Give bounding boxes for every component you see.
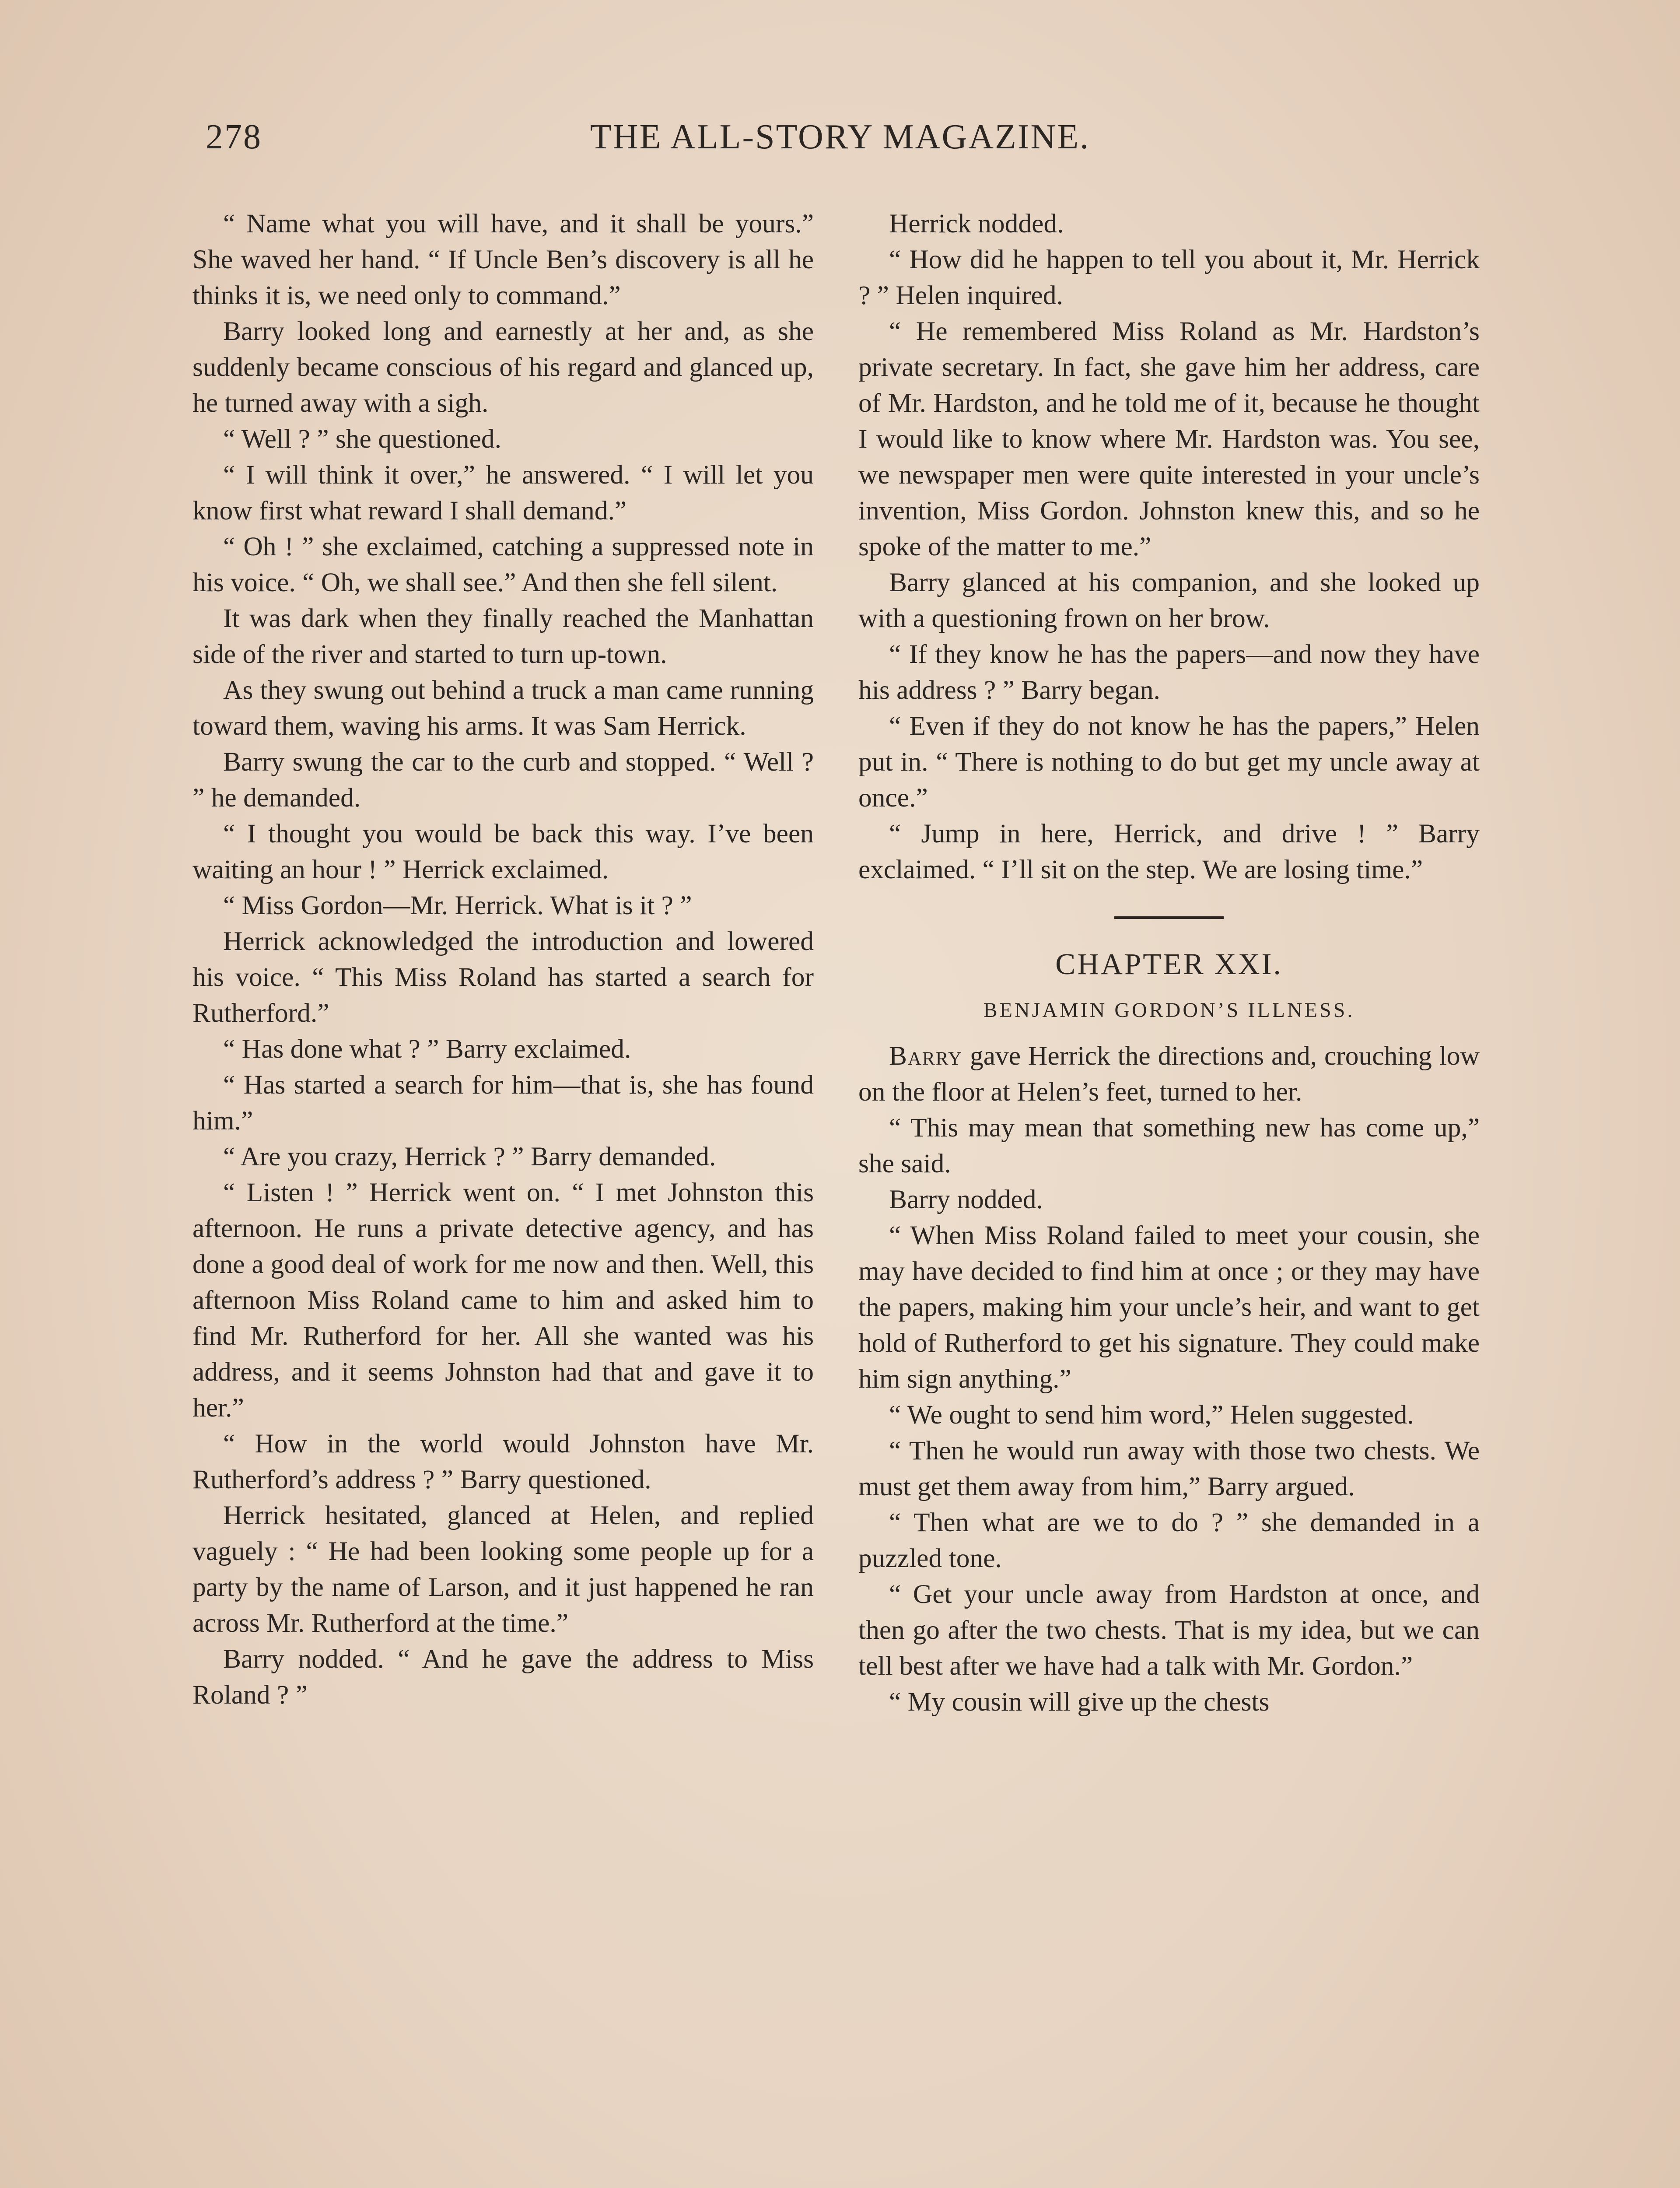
paragraph: “ Name what you will have, and it shall be yours.” She waved her hand. “ If Uncle Ben’s discovery is all he thinks it is, we need only to command.” — [192, 209, 814, 310]
paragraph: “ Jump in here, Herrick, and drive ! ” Barry exclaimed. “ I’ll sit on the step. We are losing time.” — [858, 819, 1480, 884]
paragraph: “ If they know he has the papers—and now they have his address ? ” Barry began. — [858, 639, 1480, 705]
opening-word: Barry — [889, 1041, 963, 1071]
chapter-subtitle: BENJAMIN GORDON’S ILLNESS. — [983, 999, 1355, 1022]
paragraph: “ How did he happen to tell you about it, Mr. Herrick ? ” Helen inquired. — [858, 245, 1480, 310]
page-header — [206, 117, 1474, 165]
paragraph: “ Miss Gordon—Mr. Herrick. What is it ? ” — [223, 891, 692, 920]
paragraph: “ I will think it over,” he answered. “ I will let you know first what reward I shall demand.” — [192, 460, 814, 526]
chapter-opening-paragraph — [858, 1038, 1480, 1110]
paragraph: Herrick hesitated, glanced at Helen, and replied vaguely : “ He had been looking some people up for a party by the name of Larson, and it just happened he ran across Mr. Rutherford at the time.” — [192, 1501, 814, 1638]
paragraph: “ Has started a search for him—that is, she has found him.” — [192, 1070, 814, 1136]
paragraph: “ I thought you would be back this way. I’ve been waiting an hour ! ” Herrick exclaimed. — [192, 819, 814, 884]
paragraph: “ This may mean that something new has come up,” she said. — [858, 1113, 1480, 1178]
paragraph: “ We ought to send him word,” Helen suggested. — [889, 1400, 1414, 1430]
page-number: 278 — [206, 118, 262, 156]
paragraph: Barry glanced at his companion, and she looked up with a questioning frown on her brow. — [858, 568, 1480, 633]
paragraph: Herrick acknowledged the introduction and lowered his voice. “ This Miss Roland has started a search for Rutherford.” — [192, 926, 814, 1028]
paragraph: Herrick nodded. — [889, 209, 1064, 238]
paragraph: Barry swung the car to the curb and stopped. “ Well ? ” he demanded. — [192, 747, 814, 813]
paragraph: “ When Miss Roland failed to meet your cousin, she may have decided to find him at once ; or they may have the papers, making him your uncle’s heir, and want to get hold of Rutherford to get his signature. They could make him sign anything.” — [858, 1220, 1480, 1394]
paragraph: “ Well ? ” she questioned. — [223, 424, 502, 454]
paragraph: “ He remembered Miss Roland as Mr. Hardston’s private secretary. In fact, she gave him her address, care of Mr. Hardston, and he told me of it, because he thought I would like to know where Mr. Hardston was. You see, we newspaper men were quite interested in your uncle’s invention, Miss Gordon. Johnston knew this, and so he spoke of the matter to me.” — [858, 316, 1480, 561]
paragraph: “ How in the world would Johnston have Mr. Rutherford’s address ? ” Barry questioned. — [192, 1429, 814, 1494]
paragraph: “ My cousin will give up the chests — [889, 1687, 1270, 1717]
paragraph: Barry looked long and earnestly at her and, as she suddenly became conscious of his regard and glanced up, he turned away with a sigh. — [192, 316, 814, 418]
magazine-title: THE ALL-STORY MAGAZINE. — [590, 118, 1090, 156]
paragraph: “ Then he would run away with those two chests. We must get them away from him,” Barry argued. — [858, 1436, 1480, 1501]
right-column — [858, 206, 1480, 1720]
left-column — [192, 206, 814, 1713]
paragraph: “ Has done what ? ” Barry exclaimed. — [223, 1034, 631, 1064]
paragraph: “ Get your uncle away from Hardston at once, and then go after the two chests. That is my idea, but we can tell best after we have had a talk with Mr. Gordon.” — [858, 1579, 1480, 1681]
paragraph: “ Are you crazy, Herrick ? ” Barry demanded. — [223, 1142, 716, 1171]
chapter-title: CHAPTER XXI. — [1055, 947, 1283, 981]
paragraph: “ Listen ! ” Herrick went on. “ I met Johnston this afternoon. He runs a private detective agency, and has done a good deal of work for me now and then. Well, this afternoon Miss Roland came to him and asked him to find Mr. Rutherford for her. All she wanted was his address, and it seems Johnston had that and gave it to her.” — [192, 1178, 814, 1423]
paragraph: “ Then what are we to do ? ” she demanded in a puzzled tone. — [858, 1508, 1480, 1573]
section-divider — [1114, 916, 1224, 919]
paragraph: As they swung out behind a truck a man came running toward them, waving his arms. It was Sam Herrick. — [192, 675, 814, 741]
paragraph: “ Oh ! ” she exclaimed, catching a suppressed note in his voice. “ Oh, we shall see.” And then she fell silent. — [192, 532, 814, 597]
paragraph: Barry nodded. “ And he gave the address to Miss Roland ? ” — [192, 1644, 814, 1710]
opening-text: gave Herrick the directions and, crouching low on the floor at Helen’s feet, turned to her. — [858, 1041, 1480, 1107]
paragraph: It was dark when they finally reached the Manhattan side of the river and started to turn up-town. — [192, 603, 814, 669]
paragraph: Barry nodded. — [889, 1185, 1043, 1214]
paragraph: “ Even if they do not know he has the papers,” Helen put in. “ There is nothing to do but get my uncle away at once.” — [858, 711, 1480, 813]
